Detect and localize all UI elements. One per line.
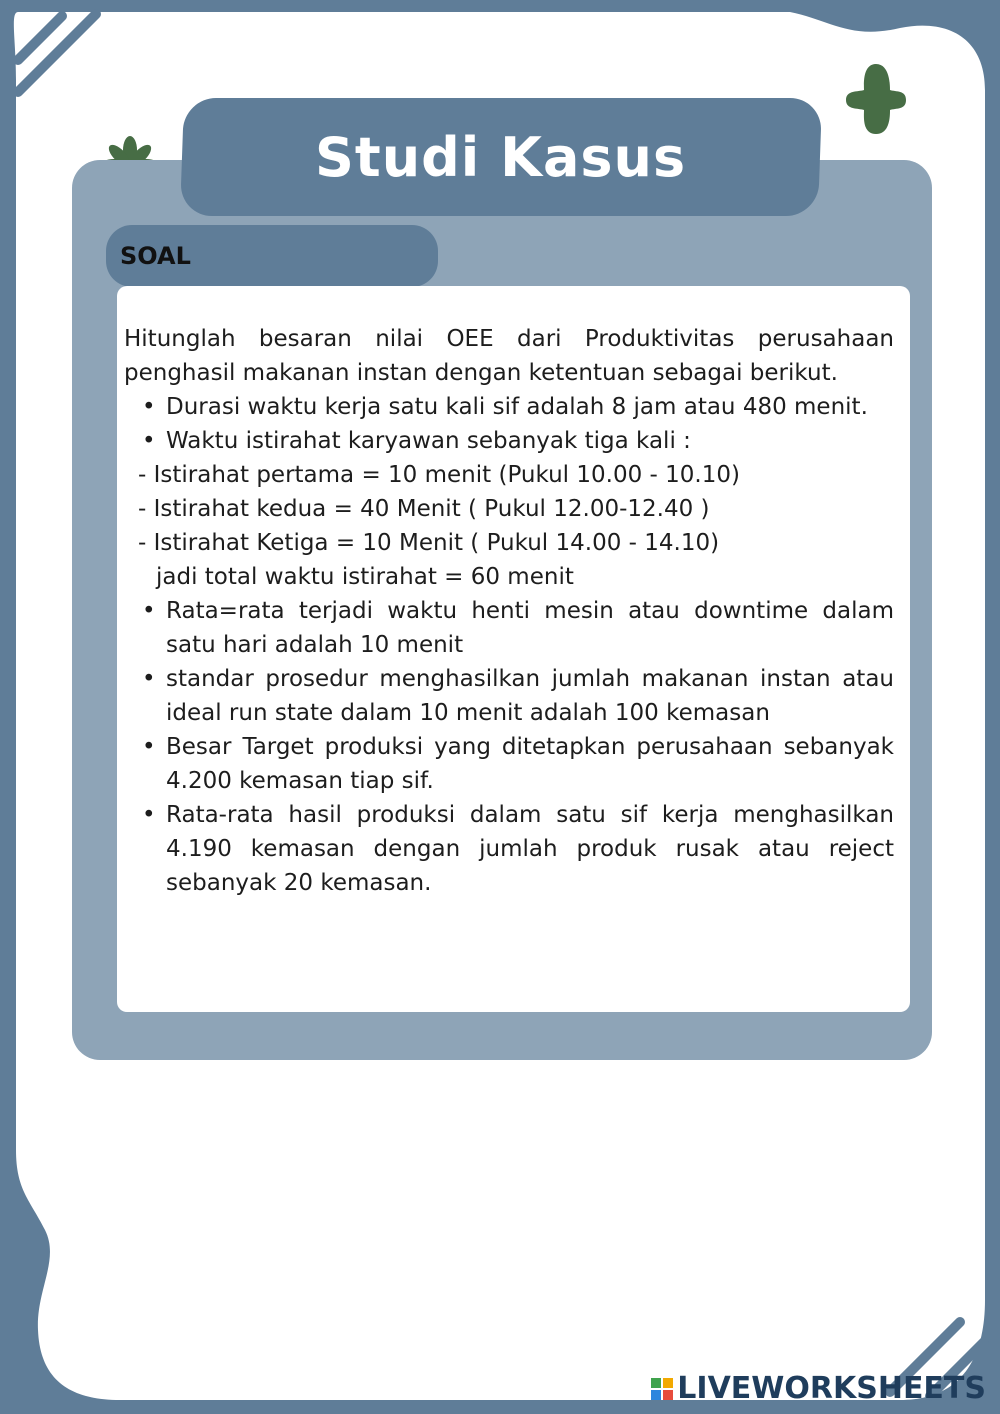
bullet-icon: • bbox=[142, 666, 156, 692]
question-content bbox=[124, 322, 894, 900]
page-title: Studi Kasus bbox=[315, 125, 687, 189]
break-line: - Istirahat kedua = 40 Menit ( Pukul 12.00-12.40 ) bbox=[138, 496, 710, 522]
list-item-text: Besar Target produksi yang ditetapkan perusahaan sebanyak 4.200 kemasan tiap sif. bbox=[166, 734, 894, 794]
list-item bbox=[124, 662, 894, 730]
list-item-text: Rata=rata terjadi waktu henti mesin atau downtime dalam satu hari adalah 10 menit bbox=[166, 598, 894, 658]
section-tab bbox=[106, 225, 438, 287]
list-item bbox=[124, 798, 894, 900]
requirement-list bbox=[124, 390, 894, 458]
requirement-list-continued bbox=[124, 594, 894, 900]
list-item bbox=[124, 390, 894, 424]
bullet-icon: • bbox=[142, 802, 156, 828]
list-item-text: Rata-rata hasil produksi dalam satu sif kerja menghasilkan 4.190 kemasan dengan jumlah produk rusak atau reject sebanyak 20 kemasan. bbox=[166, 802, 894, 896]
bullet-icon: • bbox=[142, 734, 156, 760]
logo-icon bbox=[651, 1378, 673, 1400]
list-item-text: Waktu istirahat karyawan sebanyak tiga kali : bbox=[166, 428, 691, 454]
question-intro: Hitunglah besaran nilai OEE dari Produktivitas perusahaan penghasil makanan instan dengan ketentuan sebagai berikut. bbox=[124, 326, 894, 386]
list-item bbox=[124, 730, 894, 798]
bullet-icon: • bbox=[142, 394, 156, 420]
bullet-icon: • bbox=[142, 598, 156, 624]
list-item bbox=[124, 424, 894, 458]
break-line: - Istirahat Ketiga = 10 Menit ( Pukul 14.00 - 14.10) bbox=[138, 530, 720, 556]
break-line: - Istirahat pertama = 10 menit (Pukul 10.00 - 10.10) bbox=[138, 462, 740, 488]
logo-text: LIVEWORKSHEETS bbox=[677, 1371, 986, 1406]
break-total: jadi total waktu istirahat = 60 menit bbox=[156, 564, 574, 590]
liveworksheets-logo[interactable] bbox=[651, 1371, 986, 1406]
section-label: SOAL bbox=[120, 242, 191, 270]
list-item-text: Durasi waktu kerja satu kali sif adalah 8 jam atau 480 menit. bbox=[166, 394, 868, 420]
bullet-icon: • bbox=[142, 428, 156, 454]
list-item bbox=[124, 594, 894, 662]
title-banner bbox=[180, 98, 822, 216]
list-item-text: standar prosedur menghasilkan jumlah makanan instan atau ideal run state dalam 10 menit adalah 100 kemasan bbox=[166, 666, 894, 726]
